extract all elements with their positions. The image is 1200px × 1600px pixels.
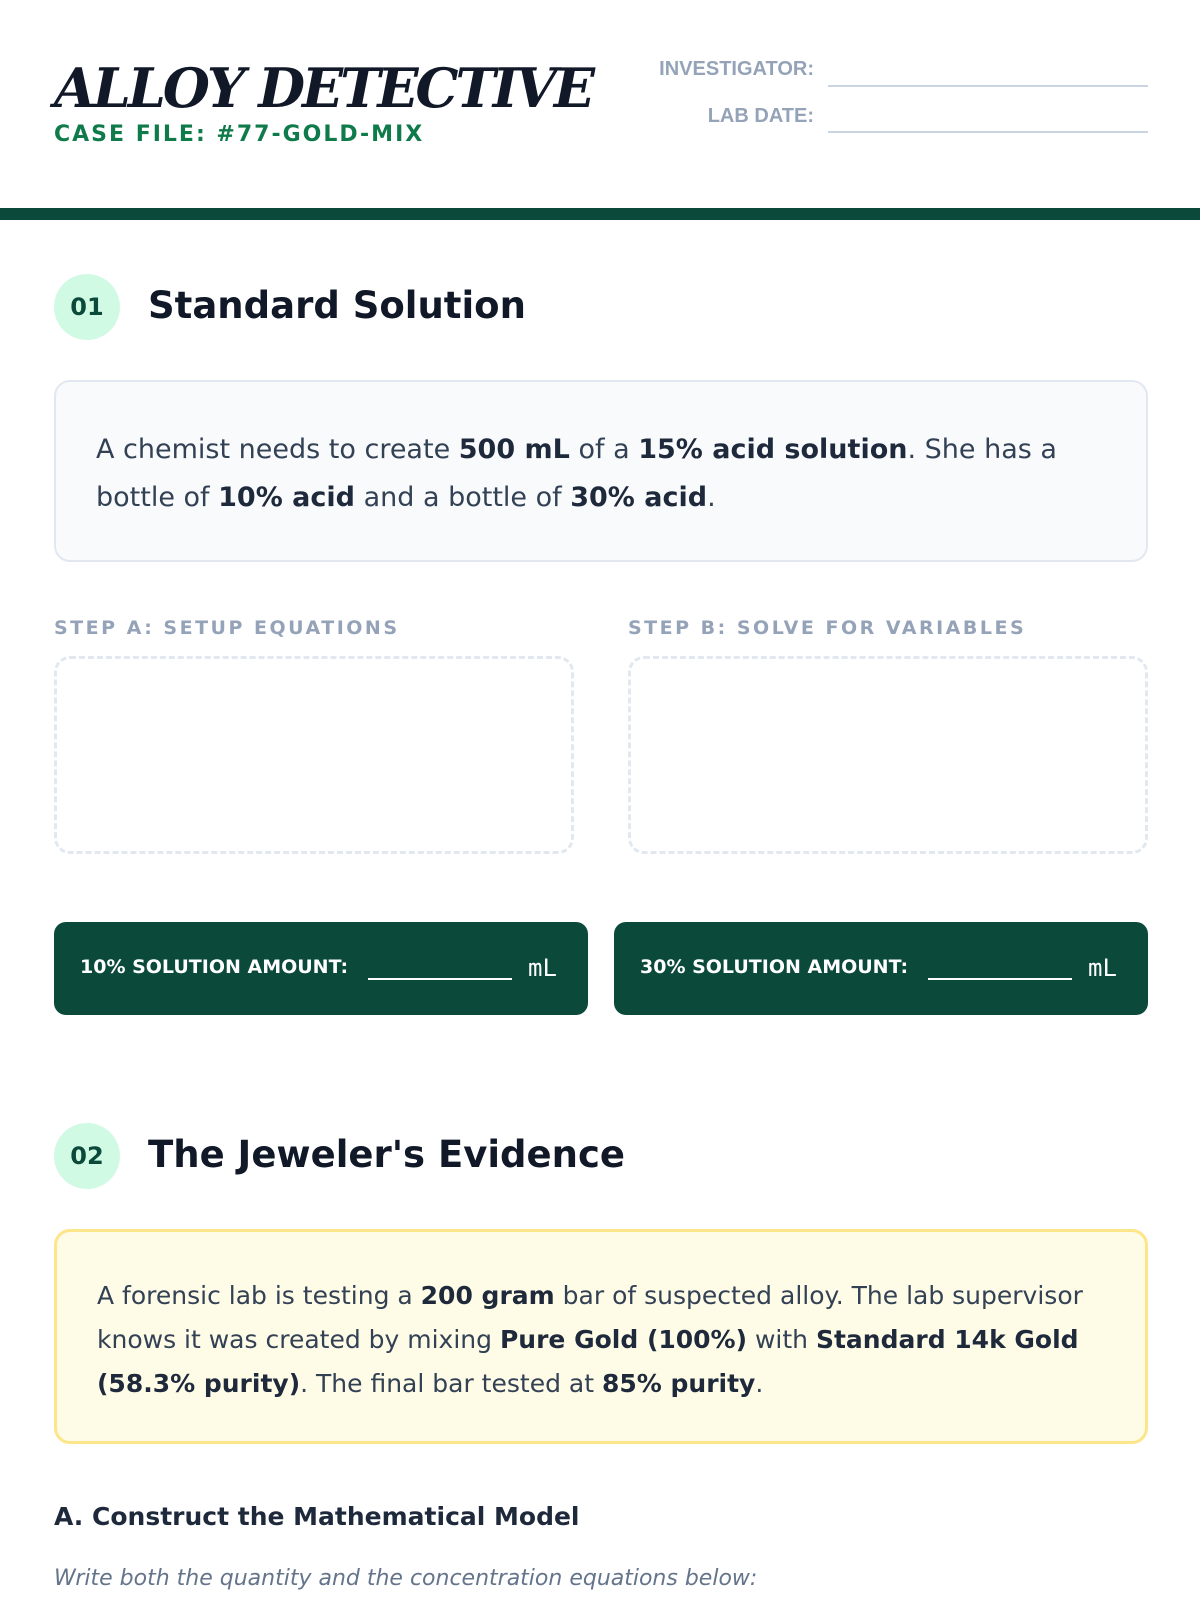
- problem-final-purity: 85% purity: [601, 1369, 756, 1398]
- problem-text: with: [747, 1325, 816, 1354]
- step-a-work-area[interactable]: [54, 656, 574, 854]
- answer-blank-field[interactable]: [928, 978, 1072, 980]
- evidence-box: [54, 1229, 1148, 1444]
- part-a-heading: A. Construct the Mathematical Model: [54, 1502, 580, 1531]
- problem-14k-gold: Standard 14k Gold (58.3% purity): [97, 1325, 1079, 1398]
- header-divider: [0, 208, 1200, 220]
- problem-text: .: [707, 482, 716, 513]
- step-b-label: STEP B: SOLVE FOR VARIABLES: [628, 617, 1027, 639]
- answer-unit: mL: [1088, 954, 1117, 982]
- problem-text: of a: [569, 434, 639, 465]
- problem-text: A chemist needs to create: [96, 434, 459, 465]
- problem-text: .: [755, 1369, 764, 1398]
- answer-30-percent: [614, 922, 1148, 1015]
- part-a-instruction: Write both the quantity and the concentration equations below:: [54, 1566, 758, 1591]
- answer-blank-field[interactable]: [368, 978, 512, 980]
- section-number-badge: 02: [54, 1123, 120, 1189]
- investigator-label: INVESTIGATOR:: [659, 58, 814, 80]
- answer-label: 10% SOLUTION AMOUNT:: [80, 956, 349, 978]
- step-b-work-area[interactable]: [628, 656, 1148, 854]
- investigator-field[interactable]: [828, 85, 1148, 87]
- problem-text: . She has a bottle of: [96, 434, 1057, 513]
- problem-volume: 500 mL: [458, 434, 570, 465]
- problem-text: bar of suspected alloy. The lab supervisor knows it was created by mixing: [97, 1281, 1083, 1354]
- lab-date-label: LAB DATE:: [707, 105, 814, 127]
- worksheet-title: ALLOY DETECTIVE: [54, 56, 593, 120]
- problem-high-concentration: 30% acid: [570, 482, 708, 513]
- section-title: Standard Solution: [148, 284, 526, 327]
- case-file-id: CASE FILE: #77-GOLD-MIX: [54, 122, 425, 147]
- problem-text: A forensic lab is testing a: [97, 1281, 421, 1310]
- problem-pure-gold: Pure Gold (100%): [499, 1325, 748, 1354]
- step-a-label: STEP A: SETUP EQUATIONS: [54, 617, 400, 639]
- lab-date-field[interactable]: [828, 131, 1148, 133]
- problem-text: . The final bar tested at: [300, 1369, 602, 1398]
- problem-statement-box: [54, 380, 1148, 562]
- answer-10-percent: [54, 922, 588, 1015]
- answer-label: 30% SOLUTION AMOUNT:: [640, 956, 909, 978]
- problem-bar-mass: 200 gram: [420, 1281, 555, 1310]
- problem-low-concentration: 10% acid: [218, 482, 355, 513]
- section-title: The Jeweler's Evidence: [148, 1133, 625, 1176]
- problem-target-concentration: 15% acid solution: [638, 434, 908, 465]
- section-number-badge: 01: [54, 274, 120, 340]
- problem-text: and a bottle of: [354, 482, 571, 513]
- answer-unit: mL: [528, 954, 557, 982]
